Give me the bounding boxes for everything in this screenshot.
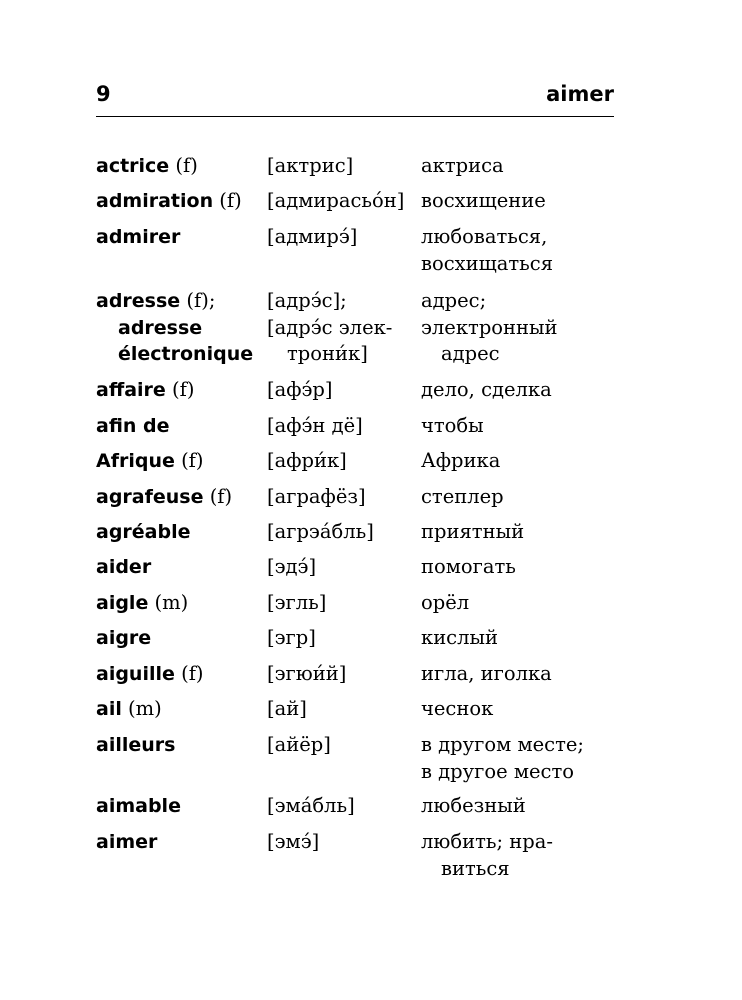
headword: aimer <box>96 831 158 853</box>
headword-cell <box>96 661 266 688</box>
translation: чтобы <box>421 414 484 437</box>
transcription-cell <box>267 484 419 511</box>
translation: восхищаться <box>421 251 554 275</box>
gender-label: (f) <box>203 485 233 508</box>
translation: дело, сделка <box>421 378 552 401</box>
headword-line <box>96 188 266 215</box>
headword: affaire <box>96 379 166 401</box>
headword: électronique <box>118 343 254 365</box>
translation-cell <box>421 448 631 475</box>
transcription-cell <box>267 590 419 617</box>
transcription: трони́к] <box>287 342 368 365</box>
headword-line <box>96 224 266 251</box>
translation-cell <box>421 829 631 882</box>
transcription: [адрэ́с]; <box>267 289 347 312</box>
headword-cell <box>96 829 266 856</box>
translation: любоваться, <box>421 225 548 248</box>
headword-line <box>96 413 266 440</box>
transcription: [адмирасьóн] <box>267 189 405 212</box>
transcription-cell <box>267 696 419 723</box>
translation-cell <box>421 696 631 723</box>
headword: adresse <box>118 316 203 339</box>
translation: орёл <box>421 591 470 614</box>
translation-cell <box>421 153 631 180</box>
gender-label: (f) <box>174 449 204 472</box>
headword-cell <box>96 625 266 652</box>
transcription: [айёр] <box>267 733 331 756</box>
gender-label: (m) <box>148 591 189 614</box>
transcription-cell <box>267 288 419 368</box>
headword: agrafeuse <box>96 486 204 508</box>
headword-line <box>96 519 266 546</box>
headword: admiration <box>96 190 214 212</box>
headword: aimable <box>96 795 181 817</box>
transcription-cell <box>267 153 419 180</box>
headword: agréable <box>96 521 191 543</box>
translation-cell <box>421 413 631 440</box>
transcription-cell <box>267 413 419 440</box>
translation: актриса <box>421 154 504 177</box>
translation: виться <box>441 856 510 880</box>
headword: afin de <box>96 415 170 437</box>
headword: aigre <box>96 627 152 649</box>
translation-cell <box>421 519 631 546</box>
transcription: [эмэ́] <box>267 830 320 853</box>
headword-line <box>96 661 266 688</box>
headword-cell <box>96 590 266 617</box>
headword-line <box>96 829 266 856</box>
transcription: [афэ́р] <box>267 378 333 401</box>
headword-cell <box>96 413 266 440</box>
transcription-cell <box>267 224 419 251</box>
headword-cell <box>96 448 266 475</box>
translation: игла, иголка <box>421 662 552 685</box>
translation-cell <box>421 590 631 617</box>
headword-cell <box>96 554 266 581</box>
headword: aider <box>96 556 152 578</box>
translation: электронный <box>421 315 558 339</box>
running-head: aimer <box>546 82 614 106</box>
translation-cell <box>421 224 631 277</box>
headword: actrice <box>96 155 170 177</box>
translation-cell <box>421 661 631 688</box>
transcription-cell <box>267 793 419 820</box>
headword: Afrique <box>96 450 175 472</box>
transcription: [адмирэ́] <box>267 225 358 248</box>
headword-line <box>96 288 266 315</box>
transcription-cell <box>267 554 419 581</box>
translation: любезный <box>421 794 526 817</box>
headword: ail <box>96 698 122 720</box>
transcription-cell <box>267 661 419 688</box>
translation-cell <box>421 188 631 215</box>
translation: восхищение <box>421 189 546 212</box>
transcription: [эгюи́й] <box>267 662 347 685</box>
headword-cell <box>96 188 266 215</box>
gender-label: (f); <box>180 289 216 312</box>
translation: приятный <box>421 520 525 543</box>
translation: степлер <box>421 485 504 508</box>
translation-cell <box>421 484 631 511</box>
translation: помогать <box>421 555 516 578</box>
transcription: [адрэ́с элек- <box>267 315 393 339</box>
headword: aiguille <box>96 663 175 685</box>
headword: aigle <box>96 592 149 614</box>
transcription: [афэ́н дё] <box>267 414 363 437</box>
headword-line <box>96 377 266 404</box>
translation: любить; нра- <box>421 830 553 853</box>
headword-line <box>96 554 266 581</box>
transcription: [аграфёз] <box>267 485 366 508</box>
headword-line <box>96 732 266 759</box>
translation-cell <box>421 377 631 404</box>
headword-line <box>96 153 266 180</box>
gender-label: (f) <box>174 662 204 685</box>
page-number: 9 <box>96 82 111 106</box>
translation: кислый <box>421 626 499 649</box>
translation-cell <box>421 625 631 652</box>
transcription: [ай] <box>267 697 307 720</box>
headword-cell <box>96 153 266 180</box>
transcription-cell <box>267 519 419 546</box>
translation: адрес <box>441 342 500 365</box>
translation: чеснок <box>421 697 494 720</box>
transcription: [эгр] <box>267 626 316 649</box>
headword-line <box>96 341 266 368</box>
headword-cell <box>96 732 266 759</box>
transcription: [афри́к] <box>267 449 347 472</box>
headword-cell <box>96 288 266 368</box>
headword-line <box>96 625 266 652</box>
translation-cell <box>421 732 631 785</box>
gender-label: (f) <box>169 154 198 177</box>
transcription-cell <box>267 188 419 215</box>
transcription: [эгль] <box>267 591 327 614</box>
transcription: [актрис] <box>267 154 354 177</box>
translation-cell <box>421 793 631 820</box>
headword: adresse <box>96 290 181 312</box>
transcription-cell <box>267 625 419 652</box>
gender-label: (m) <box>121 697 162 720</box>
headword-line <box>96 315 266 342</box>
headword-cell <box>96 519 266 546</box>
headword-cell <box>96 696 266 723</box>
headword-line <box>96 484 266 511</box>
translation: в другое место <box>421 759 574 783</box>
translation: адрес; <box>421 289 487 312</box>
gender-label: (f) <box>213 189 242 212</box>
headword-line <box>96 793 266 820</box>
headword-cell <box>96 484 266 511</box>
translation-cell <box>421 554 631 581</box>
transcription-cell <box>267 732 419 759</box>
headword-cell <box>96 224 266 251</box>
headword: ailleurs <box>96 734 176 756</box>
transcription-cell <box>267 377 419 404</box>
headword-cell <box>96 377 266 404</box>
transcription: [эдэ́] <box>267 555 317 578</box>
headword-line <box>96 590 266 617</box>
transcription: [эма́бль] <box>267 794 355 817</box>
headword-line <box>96 696 266 723</box>
gender-label: (f) <box>165 378 195 401</box>
translation-cell <box>421 288 631 368</box>
translation: Африка <box>421 449 501 472</box>
translation: в другом месте; <box>421 733 584 756</box>
transcription-cell <box>267 448 419 475</box>
transcription-cell <box>267 829 419 856</box>
headword: admirer <box>96 226 181 248</box>
headword-cell <box>96 793 266 820</box>
transcription: [агрэа́бль] <box>267 520 374 543</box>
headword-line <box>96 448 266 475</box>
